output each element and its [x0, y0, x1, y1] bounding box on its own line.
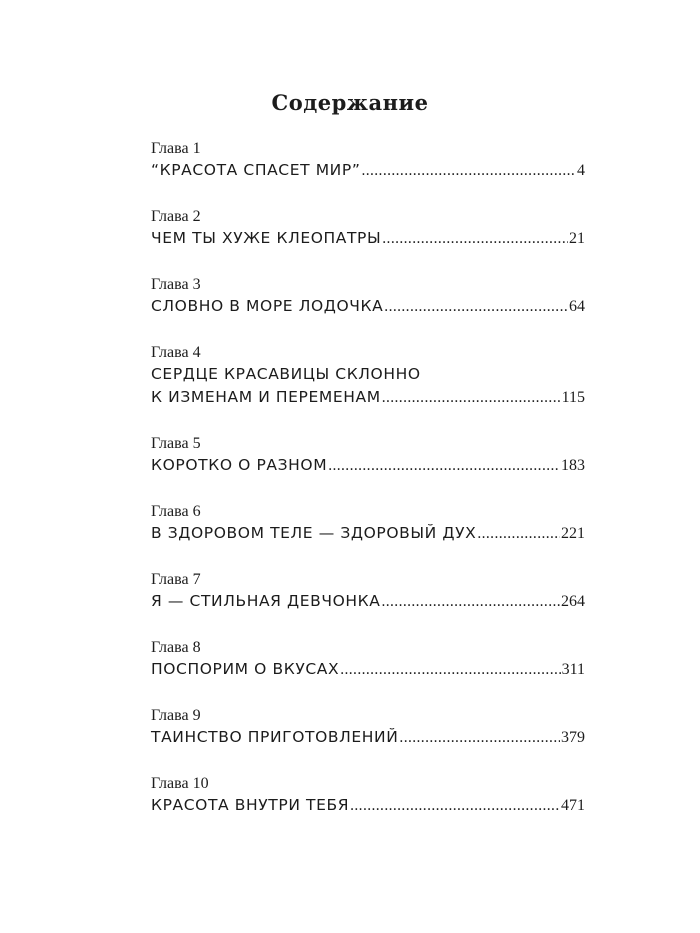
chapter-title: К ИЗМЕНАМ И ПЕРЕМЕНАМ: [151, 388, 381, 406]
chapter-title-line: [151, 386, 585, 409]
chapter-title: КРАСОТА ВНУТРИ ТЕБЯ: [151, 796, 350, 814]
chapter-title: В ЗДОРОВОМ ТЕЛЕ — ЗДОРОВЫЙ ДУХ: [151, 524, 477, 542]
page-number: 264: [561, 593, 585, 610]
page-number: 471: [561, 797, 585, 814]
chapter-number: Глава 3: [151, 276, 201, 293]
toc-entry: [151, 705, 585, 749]
chapter-title-line: [151, 454, 585, 477]
chapter-title: ПОСПОРИМ О ВКУСАХ: [151, 660, 340, 678]
toc-entry: [151, 342, 585, 409]
chapter-number: Глава 4: [151, 344, 201, 361]
chapter-number: Глава 8: [151, 639, 201, 656]
chapter-title-line: [151, 295, 585, 318]
dot-leader: [477, 522, 560, 545]
toc-entry: [151, 501, 585, 545]
page-number: 115: [561, 389, 585, 406]
dot-leader: [382, 227, 568, 250]
chapter-number: Глава 6: [151, 503, 201, 520]
chapter-title-line: [151, 522, 585, 545]
chapter-title-line: [151, 159, 585, 182]
dot-leader: [381, 590, 560, 613]
chapter-number: Глава 5: [151, 435, 201, 452]
dot-leader: [328, 454, 560, 477]
dot-leader: [340, 658, 560, 681]
chapter-title: ЧЕМ ТЫ ХУЖЕ КЛЕОПАТРЫ: [151, 229, 382, 247]
chapter-title-line: [151, 590, 585, 613]
chapter-title-line: [151, 794, 585, 817]
chapter-number: Глава 7: [151, 571, 201, 588]
chapter-number: Глава 10: [151, 775, 209, 792]
chapter-number: Глава 1: [151, 140, 201, 157]
chapter-title: “КРАСОТА СПАСЕТ МИР”: [151, 161, 361, 179]
chapter-title-line: [151, 726, 585, 749]
page-number: 21: [569, 230, 585, 247]
toc-entry: [151, 206, 585, 250]
dot-leader: [382, 386, 561, 409]
chapter-number: Глава 2: [151, 208, 201, 225]
page-number: 4: [577, 162, 585, 179]
page-number: 183: [561, 457, 585, 474]
toc-entry: [151, 773, 585, 817]
toc-entry: [151, 274, 585, 318]
chapter-title: КОРОТКО О РАЗНОМ: [151, 456, 328, 474]
chapter-number: Глава 9: [151, 707, 201, 724]
table-of-contents: [151, 138, 585, 841]
page-number: 379: [561, 729, 585, 746]
toc-entry: [151, 637, 585, 681]
toc-entry: [151, 569, 585, 613]
page-number: 221: [561, 525, 585, 542]
chapter-title: СЕРДЦЕ КРАСАВИЦЫ СКЛОННО: [151, 365, 421, 383]
page-title: Содержание: [271, 90, 429, 115]
dot-leader: [350, 794, 560, 817]
dot-leader: [384, 295, 568, 318]
chapter-title: Я — СТИЛЬНАЯ ДЕВЧОНКА: [151, 592, 381, 610]
dot-leader: [361, 159, 576, 182]
page-number: 311: [561, 661, 585, 678]
chapter-title: СЛОВНО В МОРЕ ЛОДОЧКА: [151, 297, 384, 315]
toc-entry: [151, 138, 585, 182]
chapter-title-line: [151, 658, 585, 681]
page-number: 64: [569, 298, 585, 315]
chapter-title: ТАИНСТВО ПРИГОТОВЛЕНИЙ: [151, 728, 399, 746]
chapter-title-line: [151, 363, 585, 386]
chapter-title-line: [151, 227, 585, 250]
toc-entry: [151, 433, 585, 477]
dot-leader: [399, 726, 560, 749]
